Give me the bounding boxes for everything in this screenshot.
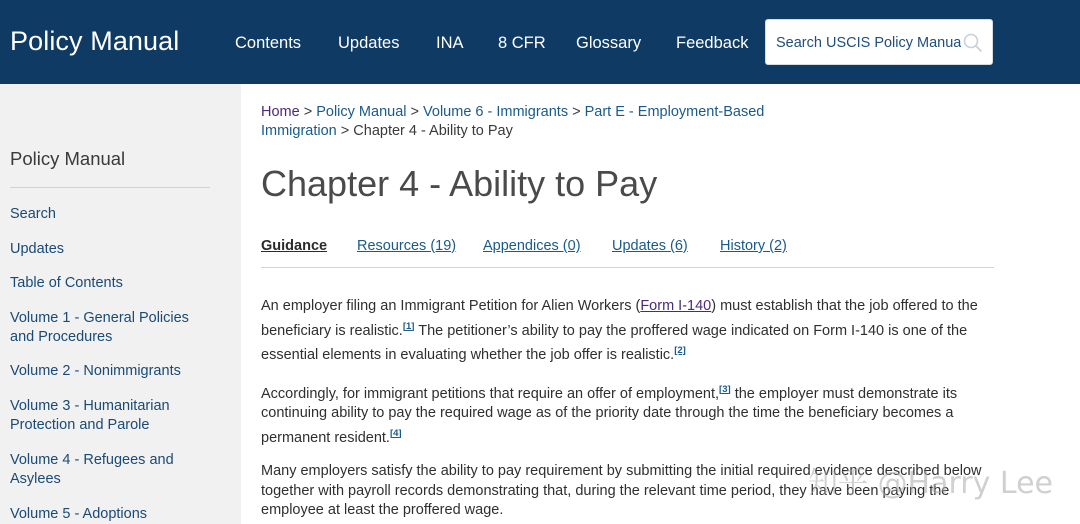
breadcrumb-policy-manual[interactable]: Policy Manual — [316, 104, 407, 120]
search-icon[interactable] — [962, 32, 984, 54]
breadcrumb-separator: > — [303, 104, 313, 120]
text: An employer filing an Immigrant Petition for Alien Workers ( — [261, 298, 641, 314]
text: ) must establish that the job offered to the beneficiary is realistic. — [261, 298, 978, 339]
sidebar-item-volume-1[interactable]: Volume 1 - General Policies and Procedures — [10, 310, 189, 345]
footnote-1-link[interactable]: [1] — [402, 320, 415, 332]
footnote-4-link[interactable]: [4] — [389, 427, 402, 439]
footnote-3-link[interactable]: [3] — [719, 383, 731, 395]
breadcrumb-volume-6[interactable]: Volume 6 - Immigrants — [423, 104, 569, 120]
site-brand[interactable]: Policy Manual — [10, 26, 180, 56]
text: the employer must demonstrate its continuing ability to pay the required wage as of the priority date through the time the beneficiary becomes a permanent resident. — [261, 385, 958, 446]
top-header — [0, 0, 1080, 84]
sidebar-item-volume-2[interactable]: Volume 2 - Nonimmigrants — [10, 363, 181, 379]
sidebar-item-search[interactable]: Search — [10, 206, 56, 222]
tab-guidance[interactable]: Guidance — [261, 238, 328, 254]
tab-history[interactable]: History (2) — [720, 238, 787, 254]
text: Many employers satisfy the ability to pay requirement by submitting the initial required evidence described below together with payroll records demonstrating that, during the relevant time period, they have been paying the employee at least the proffered wage. — [261, 463, 982, 518]
sidebar-item-volume-3[interactable]: Volume 3 - Humanitarian Protection and Parole — [10, 398, 170, 433]
nav-ina[interactable]: INA — [436, 34, 464, 52]
tab-updates[interactable]: Updates (6) — [612, 238, 688, 254]
sidebar-item-volume-4[interactable]: Volume 4 - Refugees and Asylees — [10, 452, 174, 487]
breadcrumb-separator: > — [340, 123, 350, 139]
breadcrumb-separator: > — [410, 104, 419, 120]
search-input[interactable] — [776, 32, 961, 54]
nav-updates[interactable]: Updates — [338, 34, 400, 52]
breadcrumb-home[interactable]: Home — [261, 104, 300, 120]
text: Accordingly, for immigrant petitions that require an offer of employment, — [261, 385, 720, 402]
text: The petitioner’s ability to pay the proffered wage indicated on Form I-140 is one of the essential elements in evaluating whether the job offer is realistic. — [261, 322, 968, 363]
sidebar-divider — [10, 187, 210, 188]
sidebar-item-volume-5[interactable]: Volume 5 - Adoptions — [10, 506, 148, 522]
tab-resources[interactable]: Resources (19) — [357, 238, 457, 254]
sidebar-title: Policy Manual — [10, 148, 126, 169]
nav-glossary[interactable]: Glossary — [576, 34, 642, 52]
tab-appendices[interactable]: Appendices (0) — [483, 238, 581, 254]
nav-contents[interactable]: Contents — [235, 34, 302, 52]
sidebar-item-updates[interactable]: Updates — [10, 241, 65, 257]
footnote-2-link[interactable]: [2] — [674, 345, 686, 356]
sidebar-item-table-of-contents[interactable]: Table of Contents — [10, 275, 123, 291]
tab-bar — [261, 238, 994, 268]
breadcrumb-separator: > — [572, 104, 581, 120]
watermark: 知乎 @Harry Lee — [808, 466, 1054, 501]
breadcrumb-current: Chapter 4 - Ability to Pay — [353, 123, 513, 139]
sidebar — [0, 84, 241, 524]
search-box[interactable] — [765, 19, 993, 65]
nav-feedback[interactable]: Feedback — [676, 34, 749, 52]
page-title: Chapter 4 - Ability to Pay — [261, 163, 658, 204]
paragraph — [261, 380, 996, 449]
form-i140-link[interactable]: Form I-140 — [640, 298, 712, 314]
nav-8cfr[interactable]: 8 CFR — [498, 34, 546, 52]
breadcrumb — [261, 103, 821, 141]
paragraph — [261, 297, 996, 366]
breadcrumb-part-e[interactable]: Part E - Employment-Based Immigration — [261, 104, 765, 139]
